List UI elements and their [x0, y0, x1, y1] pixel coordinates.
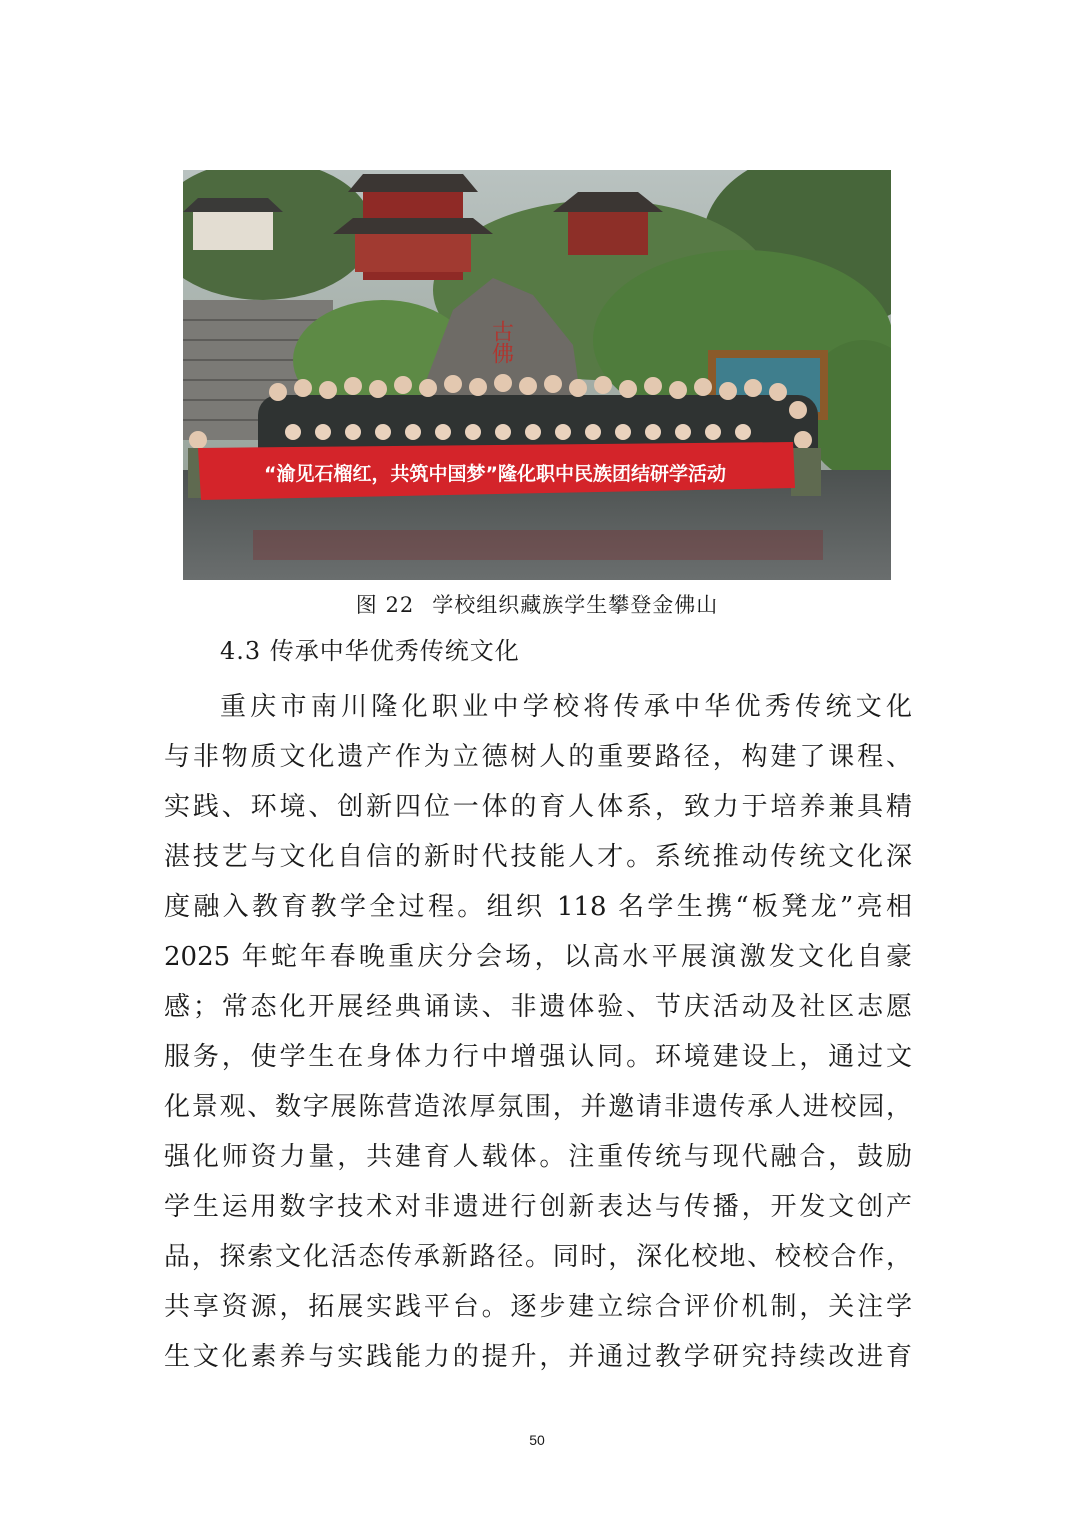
gate-building: [183, 198, 283, 250]
paragraph-line: 与非物质文化遗产作为立德树人的重要路径，构建了课程、: [164, 742, 912, 772]
paragraph-line: 强化师资力量，共建育人载体。注重传统与现代融合，鼓励: [164, 1142, 912, 1172]
banner-text: “渝见石榴红，共筑中国梦”隆化职中民族团结研学活动: [264, 463, 726, 485]
section-heading: 4.3 传承中华优秀传统文化: [220, 637, 520, 665]
page-number: 50: [529, 1432, 545, 1448]
paragraph-line: 湛技艺与文化自信的新时代技能人才。系统推动传统文化深: [164, 842, 912, 872]
paragraph-line: 2025 年蛇年春晚重庆分会场，以高水平展演激发文化自豪: [164, 942, 912, 972]
body-paragraph: [164, 682, 912, 1382]
paragraph-line: 品，探索文化活态传承新路径。同时，深化校地、校校合作，: [164, 1242, 912, 1272]
temple-building: [333, 174, 493, 280]
figure-caption-text: 学校组织藏族学生攀登金佛山: [432, 593, 719, 617]
paragraph-line: 共享资源，拓展实践平台。逐步建立综合评价机制，关注学: [164, 1292, 912, 1322]
paragraph-line: 度融入教育教学全过程。组织 118 名学生携“板凳龙”亮相: [164, 892, 912, 922]
paragraph-line: 服务，使学生在身体力行中增强认同。环境建设上，通过文: [164, 1042, 912, 1072]
paragraph-line: 化景观、数字展陈营造浓厚氛围，并邀请非遗传承人进校园，: [164, 1092, 912, 1122]
paragraph-line: 学生运用数字技术对非遗进行创新表达与传播，开发文创产: [164, 1192, 912, 1222]
paragraph-line: 重庆市南川隆化职业中学校将传承中华优秀传统文化: [220, 692, 912, 722]
paragraph-line: 感；常态化开展经典诵读、非遗体验、节庆活动及社区志愿: [164, 992, 912, 1022]
figure-number: 图 22: [355, 593, 415, 617]
paragraph-line: 生文化素养与实践能力的提升，并通过教学研究持续改进育: [164, 1342, 912, 1372]
paragraph-line: 实践、环境、创新四位一体的育人体系，致力于培养兼具精: [164, 792, 912, 822]
group-photo: [183, 170, 891, 580]
stone-inscription: 古佛: [488, 320, 514, 364]
figure-caption: [0, 590, 1074, 620]
pavilion: [553, 192, 663, 255]
